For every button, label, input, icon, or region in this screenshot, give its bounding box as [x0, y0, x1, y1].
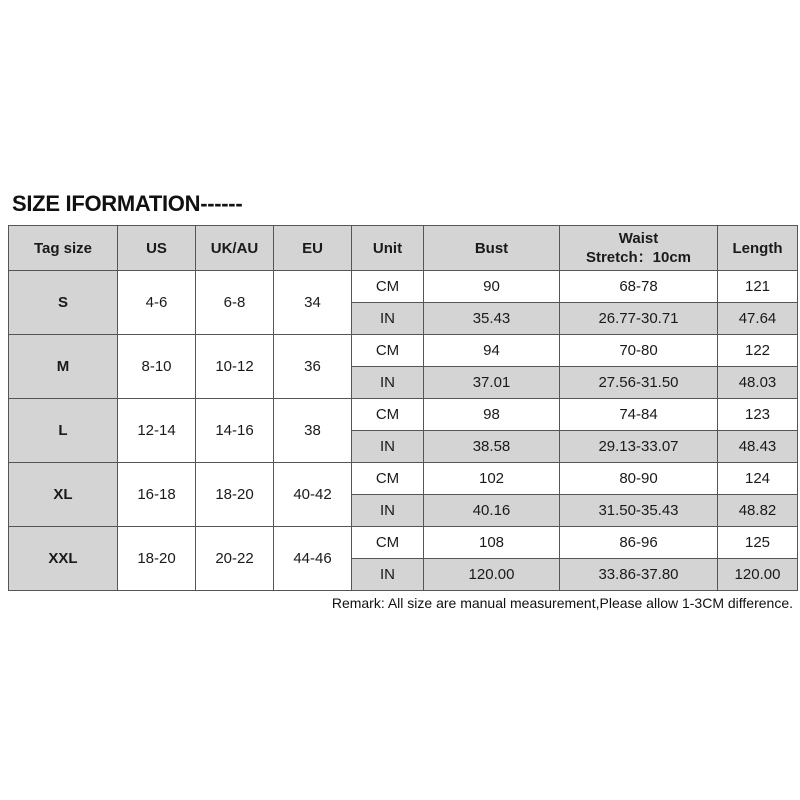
- uk-au-size-cell: 10-12: [196, 335, 274, 399]
- table-row: [9, 271, 798, 303]
- table-body: [9, 271, 798, 591]
- waist-cell: 74-84: [560, 399, 718, 431]
- header-eu: EU: [274, 226, 352, 271]
- table-row: [9, 463, 798, 495]
- waist-cell: 27.56-31.50: [560, 367, 718, 399]
- bust-cell: 40.16: [424, 495, 560, 527]
- eu-size-cell: 34: [274, 271, 352, 335]
- uk-au-size-cell: 20-22: [196, 527, 274, 591]
- length-cell: 124: [718, 463, 798, 495]
- bust-cell: 37.01: [424, 367, 560, 399]
- unit-cell: IN: [352, 367, 424, 399]
- eu-size-cell: 38: [274, 399, 352, 463]
- waist-cell: 33.86-37.80: [560, 559, 718, 591]
- waist-cell: 29.13-33.07: [560, 431, 718, 463]
- header-unit: Unit: [352, 226, 424, 271]
- us-size-cell: 4-6: [118, 271, 196, 335]
- header-tag-size: Tag size: [9, 226, 118, 271]
- uk-au-size-cell: 18-20: [196, 463, 274, 527]
- unit-cell: IN: [352, 303, 424, 335]
- length-cell: 48.43: [718, 431, 798, 463]
- tag-size-cell: L: [9, 399, 118, 463]
- header-waist-stretch: Stretch：10cm: [585, 249, 692, 266]
- page-title: SIZE IFORMATION------: [12, 191, 243, 216]
- header-row: [9, 226, 798, 271]
- length-cell: 48.82: [718, 495, 798, 527]
- bust-cell: 120.00: [424, 559, 560, 591]
- unit-cell: CM: [352, 399, 424, 431]
- unit-cell: CM: [352, 335, 424, 367]
- waist-cell: 31.50-35.43: [560, 495, 718, 527]
- eu-size-cell: 40-42: [274, 463, 352, 527]
- bust-cell: 102: [424, 463, 560, 495]
- length-cell: 120.00: [718, 559, 798, 591]
- bust-cell: 94: [424, 335, 560, 367]
- waist-cell: 26.77-30.71: [560, 303, 718, 335]
- table-row: [9, 335, 798, 367]
- unit-cell: IN: [352, 495, 424, 527]
- tag-size-cell: S: [9, 271, 118, 335]
- length-cell: 123: [718, 399, 798, 431]
- tag-size-cell: XL: [9, 463, 118, 527]
- length-cell: 47.64: [718, 303, 798, 335]
- table-row: [9, 527, 798, 559]
- header-waist: [560, 226, 718, 271]
- uk-au-size-cell: 6-8: [196, 271, 274, 335]
- unit-cell: CM: [352, 527, 424, 559]
- table-row: [9, 399, 798, 431]
- tag-size-cell: XXL: [9, 527, 118, 591]
- us-size-cell: 18-20: [118, 527, 196, 591]
- bust-cell: 90: [424, 271, 560, 303]
- eu-size-cell: 36: [274, 335, 352, 399]
- us-size-cell: 8-10: [118, 335, 196, 399]
- us-size-cell: 16-18: [118, 463, 196, 527]
- length-cell: 122: [718, 335, 798, 367]
- waist-cell: 86-96: [560, 527, 718, 559]
- size-table: [8, 225, 798, 591]
- unit-cell: CM: [352, 463, 424, 495]
- header-uk-au: UK/AU: [196, 226, 274, 271]
- remark-text: Remark: All size are manual measurement,Please allow 1-3CM difference.: [331, 595, 793, 611]
- us-size-cell: 12-14: [118, 399, 196, 463]
- unit-cell: CM: [352, 271, 424, 303]
- header-us: US: [118, 226, 196, 271]
- length-cell: 48.03: [718, 367, 798, 399]
- tag-size-cell: M: [9, 335, 118, 399]
- waist-cell: 68-78: [560, 271, 718, 303]
- header-length: Length: [718, 226, 798, 271]
- header-bust: Bust: [424, 226, 560, 271]
- eu-size-cell: 44-46: [274, 527, 352, 591]
- length-cell: 121: [718, 271, 798, 303]
- unit-cell: IN: [352, 431, 424, 463]
- bust-cell: 98: [424, 399, 560, 431]
- length-cell: 125: [718, 527, 798, 559]
- unit-cell: IN: [352, 559, 424, 591]
- bust-cell: 108: [424, 527, 560, 559]
- bust-cell: 38.58: [424, 431, 560, 463]
- header-waist-label: Waist: [618, 230, 659, 247]
- bust-cell: 35.43: [424, 303, 560, 335]
- uk-au-size-cell: 14-16: [196, 399, 274, 463]
- waist-cell: 70-80: [560, 335, 718, 367]
- waist-cell: 80-90: [560, 463, 718, 495]
